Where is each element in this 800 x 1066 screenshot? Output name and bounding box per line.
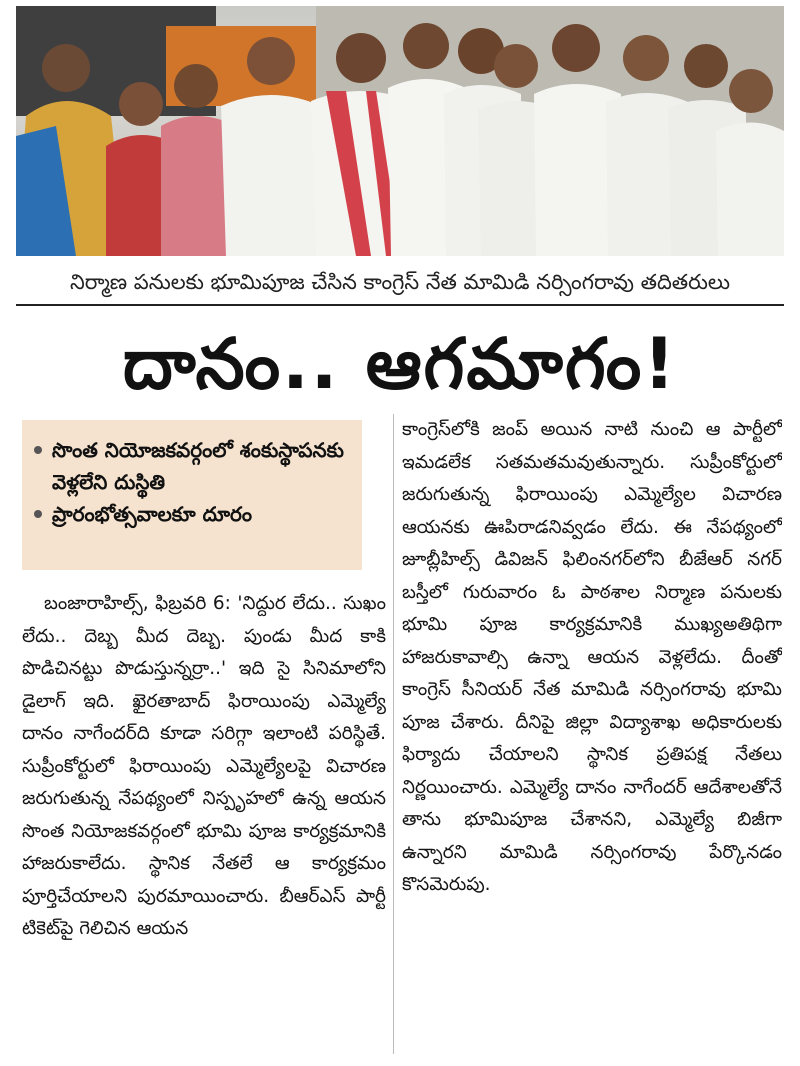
article-body-right: కాంగ్రెస్‌లోకి జంప్ అయిన నాటి నుంచి ఆ పార్టీలో ఇమడలేక సతమతమవుతున్నారు. సుప్రీంకోర్టులో జరుగుతున్న ఫిరాయింపు ఎమ్మెల్యేల విచారణ ఆయనకు ఊపిరాడనివ్వడం లేదు. ఈ నేపథ్యంలో జూబ్లీహిల్స్ డివిజన్ ఫిలింనగర్‌లోని బీజేఆర్ నగర్ బస్తీలో గురువారం ఓ పాఠశాల నిర్మాణ పనులకు భూమి పూజ కార్యక్రమానికి ముఖ్యఅతిథిగా హాజరుకావాల్సి ఉన్నా ఆయన వెళ్లలేదు. దీంతో కాంగ్రెస్ సీనియర్ నేత మామిడి నర్సింగరావు భూమి పూజ చేశారు. దీనిపై జిల్లా విద్యాశాఖ అధికారులకు ఫిర్యాదు చేయాలని స్థానిక ప్రతిపక్ష నేతలు నిర్ణయించారు. ఎమ్మెల్యే దానం నాగేందర్ ఆదేశాలతోనే తాను భూమిపూజ చేశానని, ఎమ్మెల్యే బిజీగా ఉన్నారని మామిడి నర్సింగరావు పేర్కొనడం కొసమెరుపు. — [402, 419, 782, 895]
right-column — [402, 414, 782, 1054]
photo-caption: నిర్మాణ పనులకు భూమిపూజ చేసిన కాంగ్రెస్ నేత మామిడి నర్సింగరావు తదితరులు — [70, 270, 730, 294]
highlights-box — [22, 420, 362, 570]
left-column — [22, 420, 386, 1048]
highlight-text: ప్రారంభోత్సవాలకూ దూరం — [52, 502, 253, 526]
highlight-item — [34, 434, 350, 498]
article-body-left: బంజారాహిల్స్, ఫిబ్రవరి 6: 'నిద్దుర లేదు.. సుఖం లేదు.. దెబ్బ మీద దెబ్బ. పుండు మీద కాకి పొడిచినట్టు పొడుస్తున్నర్రా..' ఇది సై సినిమాలోని డైలాగ్ ఇది. ఖైరతాబాద్ ఫిరాయింపు ఎమ్మెల్యే దానం నాగేందర్‌ది కూడా సరిగ్గా ఇలాంటి పరిస్థితే. సుప్రీంకోర్టులో ఫిరాయింపు ఎమ్మెల్యేలపై విచారణ జరుగుతున్న నేపథ్యంలో నిస్పృహలో ఉన్న ఆయన సొంత నియోజకవర్గంలో భూమి పూజ కార్యక్రమానికి హాజరుకాలేదు. స్థానిక నేతలే ఆ కార్యక్రమం పూర్తిచేయాలని పురమాయించారు. బీఆర్ఎస్ పార్టీ టికెట్‌పై గెలిచిన ఆయన — [22, 593, 386, 939]
highlight-text: సొంత నియోజకవర్గంలో శంకుస్థాపనకు వెళ్లలేని దుస్థితి — [52, 438, 344, 494]
caption-divider — [16, 304, 784, 306]
group-photo-illustration — [16, 6, 784, 256]
highlight-item — [34, 498, 350, 530]
bullet-icon — [34, 510, 42, 518]
headline: దానం.. ఆగమాగం! — [122, 323, 678, 405]
bullet-icon — [34, 446, 42, 454]
column-divider — [393, 414, 394, 1054]
news-photo — [16, 6, 784, 256]
